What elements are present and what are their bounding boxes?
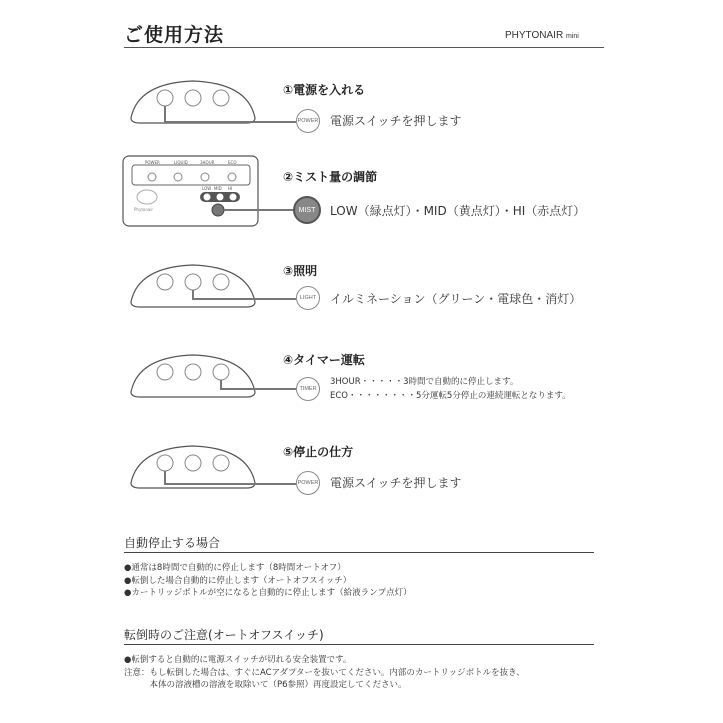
svg-text:3HOUR: 3HOUR bbox=[200, 160, 215, 165]
section-divider bbox=[124, 552, 594, 553]
power-button-icon: POWER bbox=[296, 471, 320, 495]
timer-button-icon: TIMER bbox=[296, 377, 320, 401]
device-top-illustration bbox=[128, 352, 258, 400]
tip-over-title: 転倒時のご注意(オートオフスイッチ) bbox=[124, 628, 324, 642]
callout-line bbox=[220, 388, 296, 390]
list-item: 注意：もし転倒した場合は、すぐにACアダプターを抜いてください。内部のカートリッジボトルを抜き、 bbox=[124, 667, 525, 678]
auto-stop-list bbox=[124, 562, 412, 600]
mist-button-icon: MIST bbox=[293, 196, 321, 224]
step-1-title: ①電源を入れる bbox=[283, 83, 366, 97]
device-top-illustration bbox=[128, 78, 258, 126]
step-4-desc-line: 3HOUR・・・・・3時間で自動的に停止します。 bbox=[330, 377, 519, 387]
power-button-icon: POWER bbox=[296, 109, 320, 133]
svg-text:POWER: POWER bbox=[145, 160, 160, 165]
brand-suffix: mini bbox=[565, 33, 579, 40]
auto-stop-title: 自動停止する場合 bbox=[124, 536, 221, 550]
step-5-title: ⑤停止の仕方 bbox=[283, 445, 354, 459]
svg-text:LIQUID: LIQUID bbox=[174, 160, 188, 165]
step-2-title: ②ミスト量の調節 bbox=[283, 170, 378, 184]
callout-line bbox=[224, 209, 294, 211]
page-title: ご使用方法 bbox=[124, 24, 225, 46]
section-divider bbox=[124, 644, 594, 645]
step-4-title: ④タイマー運転 bbox=[283, 353, 365, 367]
brand-logo bbox=[505, 30, 579, 41]
svg-text:ECO: ECO bbox=[228, 160, 237, 165]
tip-over-list bbox=[124, 654, 525, 692]
control-panel-illustration bbox=[122, 155, 262, 229]
callout-line bbox=[164, 121, 296, 123]
light-button-icon: LIGHT bbox=[296, 286, 320, 310]
step-1-desc: 電源スイッチを押します bbox=[330, 114, 462, 128]
list-item: ●通常は8時間で自動的に停止します（8時間オートオフ） bbox=[124, 563, 346, 573]
callout-line bbox=[192, 298, 296, 300]
brand-name: PHYTONAIR bbox=[505, 30, 564, 41]
step-4-desc bbox=[330, 375, 571, 403]
svg-text:Phytonair: Phytonair bbox=[134, 207, 154, 212]
list-item: ●カートリッジボトルが空になると自動的に停止します（給液ランプ点灯） bbox=[124, 588, 412, 598]
step-4-desc-line: ECO・・・・・・・・5分運転5分停止の連続運転となります。 bbox=[330, 391, 571, 401]
callout-line bbox=[164, 483, 296, 485]
callout-line bbox=[164, 106, 166, 122]
step-3-title: ③照明 bbox=[283, 264, 318, 278]
list-item: ●転倒すると自動的に電源スイッチが切れる安全装置です。 bbox=[124, 655, 352, 665]
device-top-illustration bbox=[128, 262, 258, 310]
svg-text:HI: HI bbox=[228, 186, 233, 191]
list-item: ●転倒した場合自動的に停止します（オートオフスイッチ） bbox=[124, 575, 352, 586]
svg-text:LOW: LOW bbox=[202, 186, 212, 191]
header-divider bbox=[124, 47, 604, 48]
step-2-desc: LOW（緑点灯）・MID（黄点灯）・HI（赤点灯） bbox=[330, 204, 586, 218]
step-3-desc: イルミネーション（グリーン・電球色・消灯） bbox=[330, 292, 582, 306]
step-5-desc: 電源スイッチを押します bbox=[330, 476, 462, 490]
svg-text:MID: MID bbox=[214, 186, 222, 191]
list-item: 本体の溶液槽の溶液を取除いて（P6参照）再度設定してください。 bbox=[124, 680, 407, 690]
